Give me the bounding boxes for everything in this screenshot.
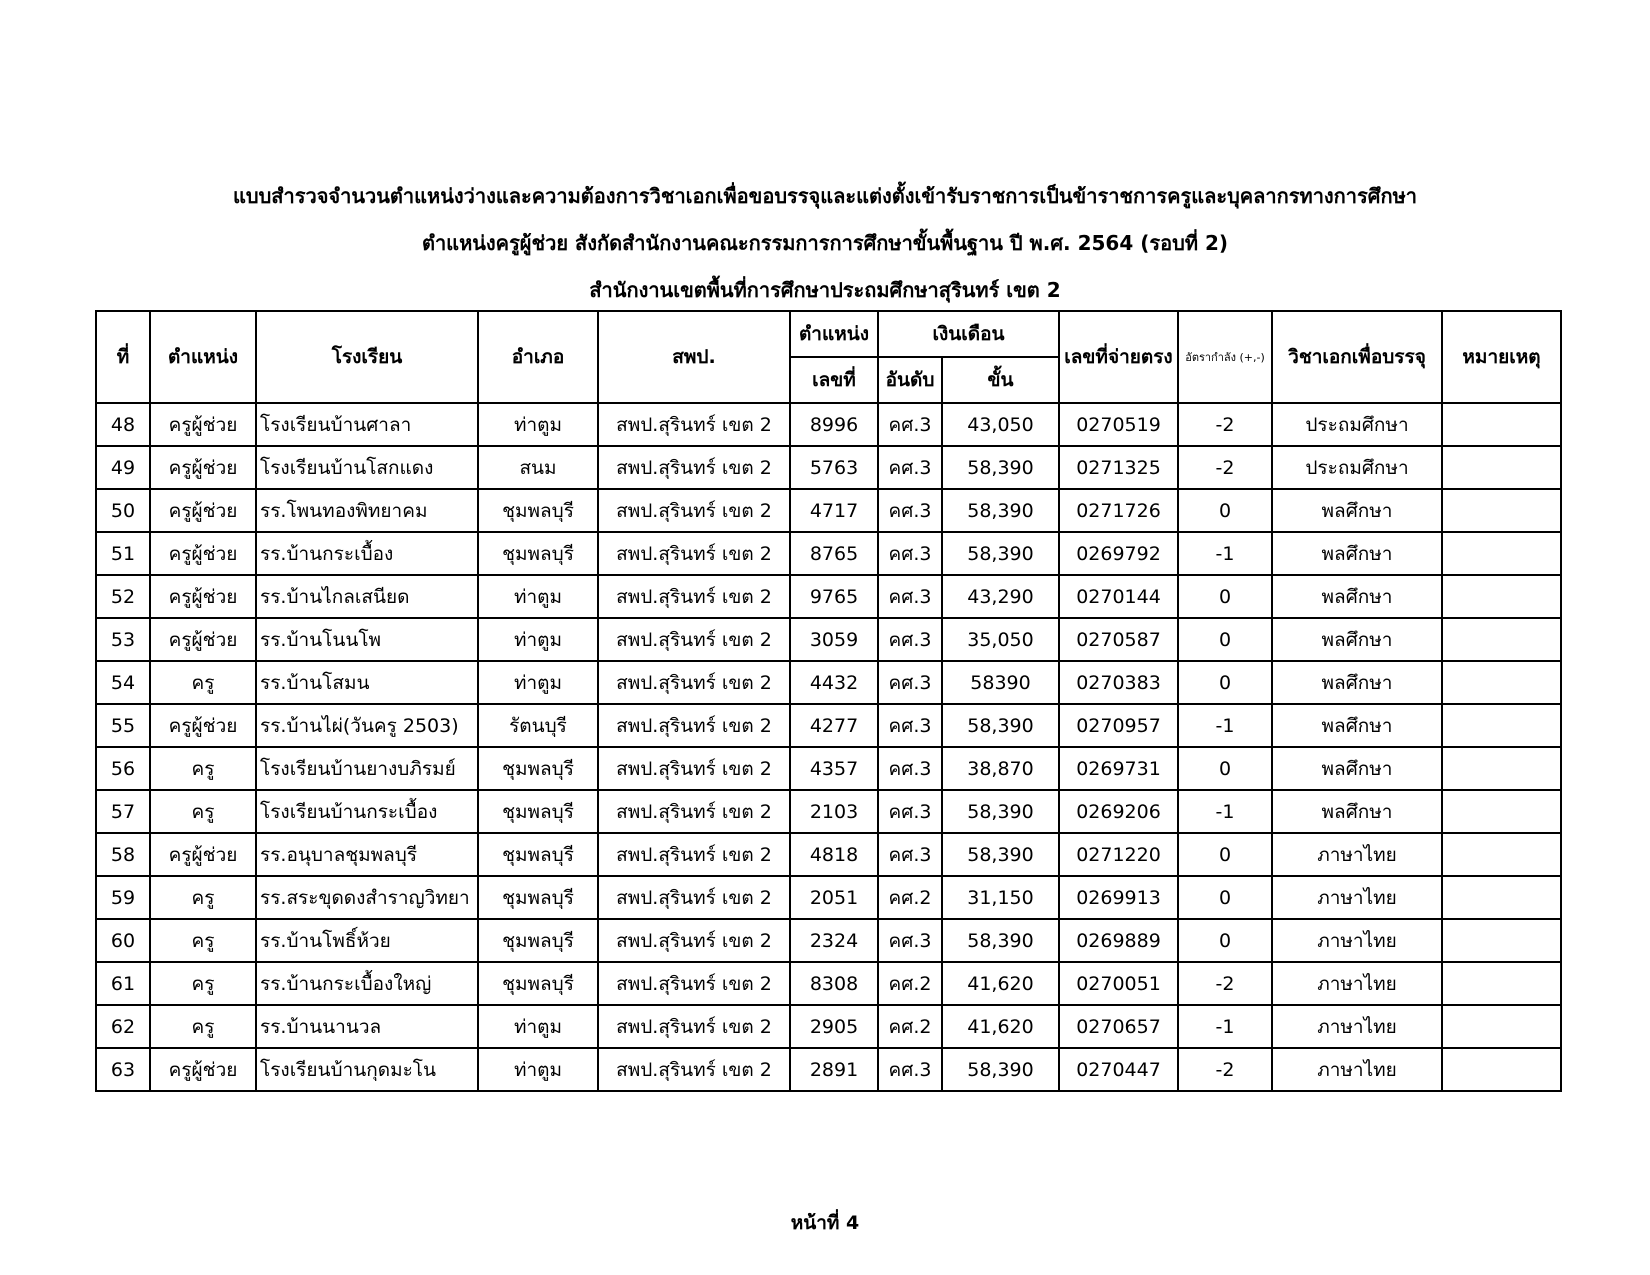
table-row — [96, 919, 1561, 962]
cell-step: 43,050 — [942, 403, 1059, 446]
cell-position-no: 5763 — [790, 446, 878, 489]
cell-remark — [1442, 403, 1561, 446]
cell-no: 58 — [96, 833, 150, 876]
cell-office: สพป.สุรินทร์ เขต 2 — [598, 790, 790, 833]
cell-rank: คศ.2 — [878, 876, 942, 919]
cell-step: 58390 — [942, 661, 1059, 704]
vacancy-table — [95, 310, 1562, 1092]
cell-step: 35,050 — [942, 618, 1059, 661]
cell-position-no: 2905 — [790, 1005, 878, 1048]
table-row — [96, 747, 1561, 790]
cell-rate: -1 — [1178, 1005, 1272, 1048]
cell-remark — [1442, 532, 1561, 575]
cell-position-no: 2051 — [790, 876, 878, 919]
cell-office: สพป.สุรินทร์ เขต 2 — [598, 489, 790, 532]
cell-school: รร.สระขุดดงสำราญวิทยา — [256, 876, 478, 919]
header-step: ขั้น — [942, 357, 1059, 403]
header-position-no-bottom: เลขที่ — [790, 357, 878, 403]
table-row — [96, 962, 1561, 1005]
table-row — [96, 446, 1561, 489]
cell-step: 58,390 — [942, 489, 1059, 532]
cell-rank: คศ.3 — [878, 618, 942, 661]
cell-rate: 0 — [1178, 747, 1272, 790]
cell-rate: -2 — [1178, 403, 1272, 446]
cell-pay-no: 0271726 — [1059, 489, 1178, 532]
table-body — [96, 403, 1561, 1091]
cell-rank: คศ.2 — [878, 962, 942, 1005]
table-row — [96, 1005, 1561, 1048]
cell-no: 52 — [96, 575, 150, 618]
cell-no: 51 — [96, 532, 150, 575]
cell-district: ท่าตูม — [478, 661, 598, 704]
cell-district: ชุมพลบุรี — [478, 790, 598, 833]
cell-step: 58,390 — [942, 532, 1059, 575]
cell-rank: คศ.3 — [878, 704, 942, 747]
cell-pay-no: 0269731 — [1059, 747, 1178, 790]
cell-position: ครู — [150, 661, 256, 704]
cell-rate: -1 — [1178, 790, 1272, 833]
cell-position: ครู — [150, 747, 256, 790]
cell-major: ภาษาไทย — [1272, 833, 1442, 876]
header-school: โรงเรียน — [256, 311, 478, 403]
cell-remark — [1442, 876, 1561, 919]
table-row — [96, 661, 1561, 704]
header-major: วิชาเอกเพื่อบรรจุ — [1272, 311, 1442, 403]
cell-pay-no: 0271325 — [1059, 446, 1178, 489]
cell-position-no: 8996 — [790, 403, 878, 446]
cell-position-no: 8308 — [790, 962, 878, 1005]
cell-rank: คศ.3 — [878, 833, 942, 876]
cell-pay-no: 0270051 — [1059, 962, 1178, 1005]
cell-major: ภาษาไทย — [1272, 962, 1442, 1005]
cell-step: 43,290 — [942, 575, 1059, 618]
cell-rate: 0 — [1178, 919, 1272, 962]
cell-school: รร.บ้านไกลเสนียด — [256, 575, 478, 618]
table-row — [96, 403, 1561, 446]
cell-office: สพป.สุรินทร์ เขต 2 — [598, 532, 790, 575]
cell-rank: คศ.3 — [878, 489, 942, 532]
cell-district: ท่าตูม — [478, 1048, 598, 1091]
cell-school: โรงเรียนบ้านโสกแดง — [256, 446, 478, 489]
cell-major: ประถมศึกษา — [1272, 403, 1442, 446]
cell-step: 41,620 — [942, 962, 1059, 1005]
cell-position: ครูผู้ช่วย — [150, 532, 256, 575]
header-district: อำเภอ — [478, 311, 598, 403]
cell-rate: -1 — [1178, 532, 1272, 575]
table-header — [96, 311, 1561, 403]
cell-no: 55 — [96, 704, 150, 747]
cell-position: ครู — [150, 962, 256, 1005]
cell-position-no: 4818 — [790, 833, 878, 876]
cell-no: 63 — [96, 1048, 150, 1091]
cell-step: 58,390 — [942, 919, 1059, 962]
cell-school: รร.บ้านกระเบื้อง — [256, 532, 478, 575]
cell-position-no: 4277 — [790, 704, 878, 747]
cell-school: รร.โพนทองพิทยาคม — [256, 489, 478, 532]
table-row — [96, 618, 1561, 661]
cell-position-no: 3059 — [790, 618, 878, 661]
page-number: หน้าที่ 4 — [790, 1212, 860, 1234]
cell-rate: -1 — [1178, 704, 1272, 747]
cell-position-no: 2103 — [790, 790, 878, 833]
cell-no: 48 — [96, 403, 150, 446]
cell-major: ภาษาไทย — [1272, 1048, 1442, 1091]
cell-step: 58,390 — [942, 446, 1059, 489]
cell-major: พลศึกษา — [1272, 704, 1442, 747]
header-rate: อัตรากำลัง (+,-) — [1178, 311, 1272, 403]
cell-office: สพป.สุรินทร์ เขต 2 — [598, 833, 790, 876]
cell-no: 49 — [96, 446, 150, 489]
cell-rank: คศ.3 — [878, 575, 942, 618]
cell-position: ครูผู้ช่วย — [150, 704, 256, 747]
cell-remark — [1442, 1005, 1561, 1048]
cell-position: ครู — [150, 876, 256, 919]
cell-major: พลศึกษา — [1272, 618, 1442, 661]
cell-rank: คศ.3 — [878, 1048, 942, 1091]
cell-rate: 0 — [1178, 575, 1272, 618]
cell-major: พลศึกษา — [1272, 575, 1442, 618]
cell-position: ครูผู้ช่วย — [150, 833, 256, 876]
cell-rank: คศ.3 — [878, 661, 942, 704]
cell-position-no: 4432 — [790, 661, 878, 704]
cell-position: ครูผู้ช่วย — [150, 618, 256, 661]
cell-remark — [1442, 704, 1561, 747]
cell-step: 38,870 — [942, 747, 1059, 790]
cell-remark — [1442, 618, 1561, 661]
cell-position-no: 8765 — [790, 532, 878, 575]
header-pay-no: เลขที่จ่ายตรง — [1059, 311, 1178, 403]
cell-rate: 0 — [1178, 489, 1272, 532]
cell-rate: 0 — [1178, 618, 1272, 661]
cell-position: ครู — [150, 919, 256, 962]
cell-rate: 0 — [1178, 876, 1272, 919]
cell-office: สพป.สุรินทร์ เขต 2 — [598, 403, 790, 446]
cell-rank: คศ.3 — [878, 919, 942, 962]
cell-major: พลศึกษา — [1272, 532, 1442, 575]
cell-major: ภาษาไทย — [1272, 1005, 1442, 1048]
header-office: สพป. — [598, 311, 790, 403]
cell-district: รัตนบุรี — [478, 704, 598, 747]
cell-pay-no: 0270519 — [1059, 403, 1178, 446]
cell-rate: -2 — [1178, 446, 1272, 489]
cell-pay-no: 0271220 — [1059, 833, 1178, 876]
header-position-no-top: ตำแหน่ง — [790, 311, 878, 357]
cell-rank: คศ.3 — [878, 747, 942, 790]
cell-district: ท่าตูม — [478, 403, 598, 446]
cell-no: 60 — [96, 919, 150, 962]
cell-school: รร.บ้านนานวล — [256, 1005, 478, 1048]
table-row — [96, 790, 1561, 833]
table-row — [96, 833, 1561, 876]
cell-position: ครู — [150, 1005, 256, 1048]
cell-step: 58,390 — [942, 833, 1059, 876]
cell-school: โรงเรียนบ้านศาลา — [256, 403, 478, 446]
table-row — [96, 532, 1561, 575]
cell-office: สพป.สุรินทร์ เขต 2 — [598, 876, 790, 919]
cell-no: 53 — [96, 618, 150, 661]
cell-school: รร.บ้านไผ่(วันครู 2503) — [256, 704, 478, 747]
cell-major: ภาษาไทย — [1272, 919, 1442, 962]
cell-position: ครูผู้ช่วย — [150, 1048, 256, 1091]
cell-position: ครูผู้ช่วย — [150, 403, 256, 446]
cell-pay-no: 0270957 — [1059, 704, 1178, 747]
cell-office: สพป.สุรินทร์ เขต 2 — [598, 1005, 790, 1048]
cell-step: 58,390 — [942, 1048, 1059, 1091]
cell-office: สพป.สุรินทร์ เขต 2 — [598, 919, 790, 962]
cell-rate: 0 — [1178, 833, 1272, 876]
cell-no: 61 — [96, 962, 150, 1005]
cell-position-no: 2324 — [790, 919, 878, 962]
cell-school: รร.บ้านโนนโพ — [256, 618, 478, 661]
cell-pay-no: 0270144 — [1059, 575, 1178, 618]
cell-remark — [1442, 790, 1561, 833]
table-row — [96, 575, 1561, 618]
cell-office: สพป.สุรินทร์ เขต 2 — [598, 962, 790, 1005]
cell-position-no: 2891 — [790, 1048, 878, 1091]
cell-pay-no: 0269206 — [1059, 790, 1178, 833]
cell-major: ภาษาไทย — [1272, 876, 1442, 919]
cell-remark — [1442, 575, 1561, 618]
cell-district: ชุมพลบุรี — [478, 532, 598, 575]
cell-position: ครูผู้ช่วย — [150, 446, 256, 489]
cell-pay-no: 0269889 — [1059, 919, 1178, 962]
cell-office: สพป.สุรินทร์ เขต 2 — [598, 704, 790, 747]
table-row — [96, 489, 1561, 532]
cell-district: ท่าตูม — [478, 618, 598, 661]
cell-office: สพป.สุรินทร์ เขต 2 — [598, 446, 790, 489]
cell-pay-no: 0270447 — [1059, 1048, 1178, 1091]
cell-step: 41,620 — [942, 1005, 1059, 1048]
cell-no: 59 — [96, 876, 150, 919]
cell-district: ท่าตูม — [478, 1005, 598, 1048]
cell-remark — [1442, 962, 1561, 1005]
cell-remark — [1442, 1048, 1561, 1091]
cell-step: 31,150 — [942, 876, 1059, 919]
header-rank: อันดับ — [878, 357, 942, 403]
cell-district: ชุมพลบุรี — [478, 919, 598, 962]
cell-pay-no: 0270587 — [1059, 618, 1178, 661]
cell-pay-no: 0269792 — [1059, 532, 1178, 575]
table-row — [96, 704, 1561, 747]
document-title-line-1: แบบสำรวจจำนวนตำแหน่งว่างและความต้องการวิชาเอกเพื่อขอบรรจุและแต่งตั้งเข้ารับราชการเป็นข้าราชการครูและบุคลากรทางการศึกษา — [233, 184, 1417, 208]
cell-rate: 0 — [1178, 661, 1272, 704]
cell-district: ท่าตูม — [478, 575, 598, 618]
cell-no: 50 — [96, 489, 150, 532]
header-no: ที่ — [96, 311, 150, 403]
cell-step: 58,390 — [942, 790, 1059, 833]
document-title-line-3: สำนักงานเขตพื้นที่การศึกษาประถมศึกษาสุรินทร์ เขต 2 — [589, 278, 1061, 302]
cell-district: สนม — [478, 446, 598, 489]
cell-remark — [1442, 919, 1561, 962]
cell-school: รร.อนุบาลชุมพลบุรี — [256, 833, 478, 876]
cell-rank: คศ.3 — [878, 446, 942, 489]
cell-rank: คศ.2 — [878, 1005, 942, 1048]
cell-no: 54 — [96, 661, 150, 704]
cell-district: ชุมพลบุรี — [478, 747, 598, 790]
cell-rank: คศ.3 — [878, 403, 942, 446]
cell-position-no: 9765 — [790, 575, 878, 618]
cell-rate: -2 — [1178, 1048, 1272, 1091]
cell-no: 57 — [96, 790, 150, 833]
cell-school: รร.บ้านกระเบื้องใหญ่ — [256, 962, 478, 1005]
cell-remark — [1442, 489, 1561, 532]
cell-position: ครูผู้ช่วย — [150, 489, 256, 532]
cell-office: สพป.สุรินทร์ เขต 2 — [598, 1048, 790, 1091]
document-title-line-2: ตำแหน่งครูผู้ช่วย สังกัดสำนักงานคณะกรรมการการศึกษาขั้นพื้นฐาน ปี พ.ศ. 2564 (รอบที่ 2) — [421, 231, 1229, 255]
cell-major: ประถมศึกษา — [1272, 446, 1442, 489]
cell-no: 62 — [96, 1005, 150, 1048]
cell-office: สพป.สุรินทร์ เขต 2 — [598, 575, 790, 618]
cell-school: รร.บ้านโพธิ์ห้วย — [256, 919, 478, 962]
cell-pay-no: 0269913 — [1059, 876, 1178, 919]
cell-district: ชุมพลบุรี — [478, 489, 598, 532]
cell-rank: คศ.3 — [878, 790, 942, 833]
cell-step: 58,390 — [942, 704, 1059, 747]
cell-remark — [1442, 661, 1561, 704]
cell-position-no: 4357 — [790, 747, 878, 790]
table-row — [96, 1048, 1561, 1091]
cell-position-no: 4717 — [790, 489, 878, 532]
cell-pay-no: 0270383 — [1059, 661, 1178, 704]
cell-school: รร.บ้านโสมน — [256, 661, 478, 704]
cell-office: สพป.สุรินทร์ เขต 2 — [598, 747, 790, 790]
cell-remark — [1442, 446, 1561, 489]
cell-remark — [1442, 833, 1561, 876]
cell-major: พลศึกษา — [1272, 489, 1442, 532]
cell-pay-no: 0270657 — [1059, 1005, 1178, 1048]
cell-school: โรงเรียนบ้านกุดมะโน — [256, 1048, 478, 1091]
cell-school: โรงเรียนบ้านยางบภิรมย์ — [256, 747, 478, 790]
cell-district: ชุมพลบุรี — [478, 962, 598, 1005]
cell-district: ชุมพลบุรี — [478, 833, 598, 876]
cell-major: พลศึกษา — [1272, 747, 1442, 790]
table-row — [96, 876, 1561, 919]
cell-position: ครูผู้ช่วย — [150, 575, 256, 618]
cell-office: สพป.สุรินทร์ เขต 2 — [598, 618, 790, 661]
cell-rank: คศ.3 — [878, 532, 942, 575]
cell-rate: -2 — [1178, 962, 1272, 1005]
header-position: ตำแหน่ง — [150, 311, 256, 403]
cell-major: พลศึกษา — [1272, 790, 1442, 833]
cell-district: ชุมพลบุรี — [478, 876, 598, 919]
cell-remark — [1442, 747, 1561, 790]
cell-major: พลศึกษา — [1272, 661, 1442, 704]
cell-position: ครู — [150, 790, 256, 833]
cell-office: สพป.สุรินทร์ เขต 2 — [598, 661, 790, 704]
cell-no: 56 — [96, 747, 150, 790]
header-salary: เงินเดือน — [878, 311, 1059, 357]
cell-school: โรงเรียนบ้านกระเบื้อง — [256, 790, 478, 833]
header-remark: หมายเหตุ — [1442, 311, 1561, 403]
